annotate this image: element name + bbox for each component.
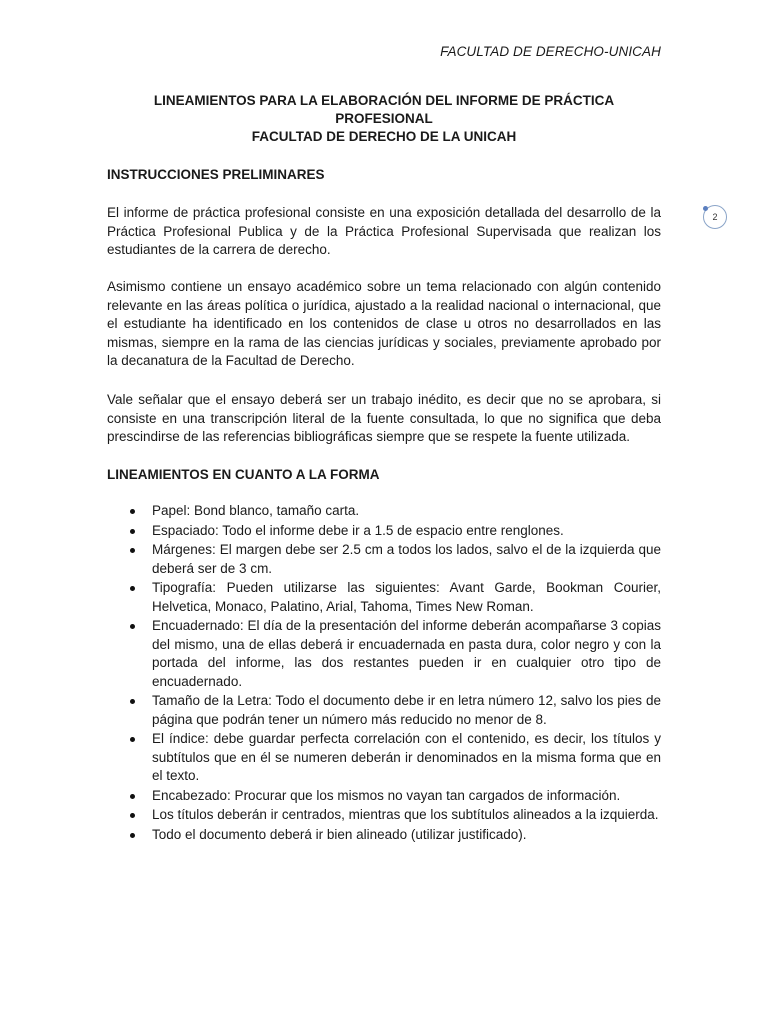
- title-line-2: PROFESIONAL: [335, 111, 433, 126]
- list-item: Todo el documento deberá ir bien alineado (utilizar justificado).: [107, 826, 661, 845]
- section-heading-preliminares: INSTRUCCIONES PRELIMINARES: [107, 167, 325, 182]
- page-marker-dot-icon: [703, 206, 708, 211]
- title-line-3: FACULTAD DE DERECHO DE LA UNICAH: [251, 129, 517, 144]
- bullet-icon: [130, 794, 135, 799]
- bullet-icon: [130, 529, 135, 534]
- forma-bullet-list: [107, 502, 661, 845]
- bullet-icon: [130, 509, 135, 514]
- running-header: FACULTAD DE DERECHO-UNICAH: [440, 44, 661, 59]
- page-number-badge[interactable]: [703, 205, 727, 229]
- list-item: Encuadernado: El día de la presentación del informe deberán acompañarse 3 copias del mismo, una de ellas deberá ir encuadernada en pasta dura, color negro y con la portada del informe, las dos restantes pueden ir en cualquier otro tipo de encuadernado.: [107, 617, 661, 691]
- bullet-icon: [130, 586, 135, 591]
- page-number: 2: [712, 212, 718, 222]
- document-title: [107, 92, 661, 146]
- paragraph: Asimismo contiene un ensayo académico sobre un tema relacionado con algún contenido relevante en las áreas política o jurídica, ajustado a la realidad nacional o internacional, que el estudiante ha identificado en los contenidos de clase u otros no desarrollados en las mismas, siempre en la rama de las ciencias jurídicas y sociales, previamente aprobado por la decanatura de la Facultad de Derecho.: [107, 279, 661, 368]
- list-item: Márgenes: El margen debe ser 2.5 cm a todos los lados, salvo el de la izquierda que deberá ser de 3 cm.: [107, 541, 661, 578]
- paragraph: Vale señalar que el ensayo deberá ser un trabajo inédito, es decir que no se aprobara, si consiste en una transcripción literal de la fuente consultada, lo que no significa que deba prescindirse de las referencias bibliográficas siempre que se respete la fuente utilizada.: [107, 392, 661, 444]
- list-item: Encabezado: Procurar que los mismos no vayan tan cargados de información.: [107, 787, 661, 806]
- bullet-icon: [130, 737, 135, 742]
- bullet-icon: [130, 699, 135, 704]
- list-item: Papel: Bond blanco, tamaño carta.: [107, 502, 661, 521]
- bullet-icon: [130, 548, 135, 553]
- section-heading-forma: LINEAMIENTOS EN CUANTO A LA FORMA: [107, 467, 380, 482]
- list-item: Tipografía: Pueden utilizarse las siguientes: Avant Garde, Bookman Courier, Helvetica, Monaco, Palatino, Arial, Tahoma, Times New Roman.: [107, 579, 661, 616]
- paragraph: El informe de práctica profesional consiste en una exposición detallada del desarrollo de la Práctica Profesional Publica y de la Práctica Profesional Supervisada que realizan los estudiantes de la carrera de derecho.: [107, 205, 661, 257]
- list-item: Los títulos deberán ir centrados, mientras que los subtítulos alineados a la izquierda.: [107, 806, 661, 825]
- bullet-icon: [130, 833, 135, 838]
- list-item: El índice: debe guardar perfecta correlación con el contenido, es decir, los títulos y subtítulos que en él se numeren deberán ir denominados en la misma forma que en el texto.: [107, 730, 661, 786]
- bullet-icon: [130, 624, 135, 629]
- title-line-1: LINEAMIENTOS PARA LA ELABORACIÓN DEL INFORME DE PRÁCTICA: [153, 93, 615, 108]
- list-item: Tamaño de la Letra: Todo el documento debe ir en letra número 12, salvo los pies de página que podrán tener un número más reducido no menor de 8.: [107, 692, 661, 729]
- bullet-icon: [130, 813, 135, 818]
- list-item: Espaciado: Todo el informe debe ir a 1.5 de espacio entre renglones.: [107, 522, 661, 541]
